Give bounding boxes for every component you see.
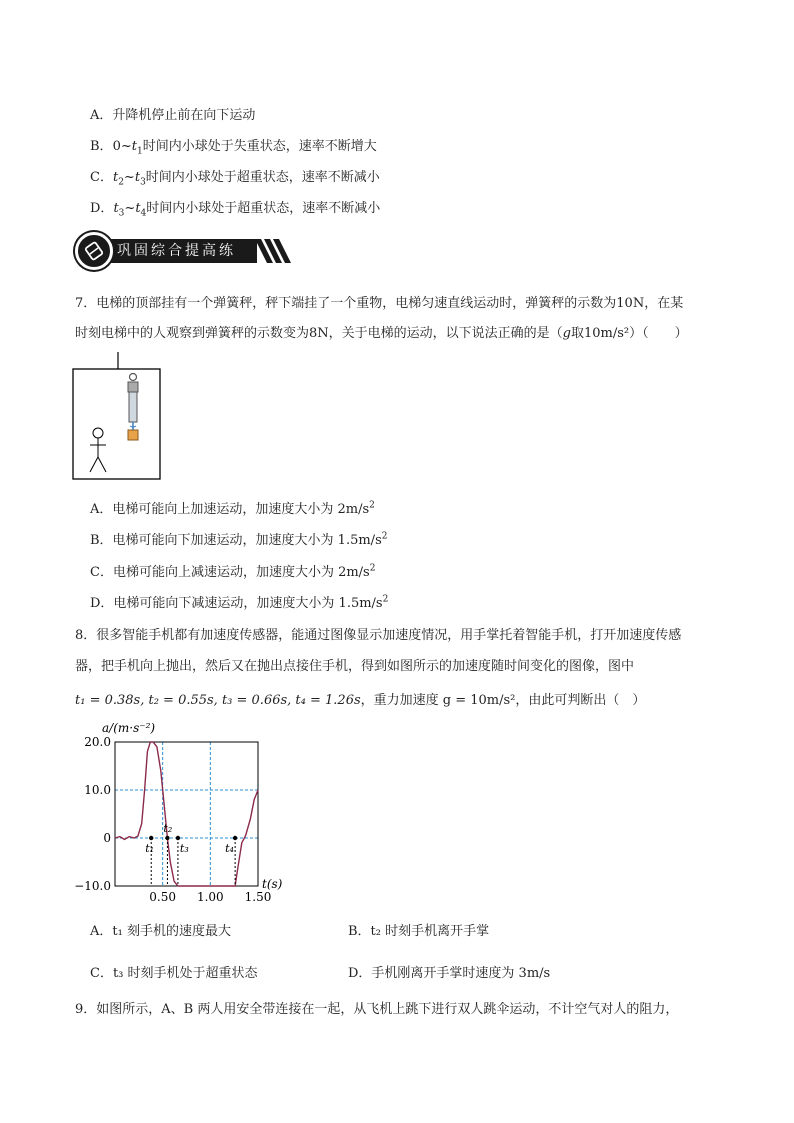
q7-line1: 7．电梯的顶部挂有一个弹簧秤，秤下端挂了一个重物，电梯匀速直线运动时，弹簧秤的示数为10N，在某 bbox=[75, 296, 684, 311]
marker-label: t₂ bbox=[163, 822, 173, 835]
option-prev-d: D．$t_3\sim t_4$时间内小球处于超重状态，速率不断减小 bbox=[90, 201, 381, 219]
series-line bbox=[115, 742, 258, 886]
x-axis-label: t(s) bbox=[262, 877, 283, 891]
marker-label: t₄ bbox=[225, 842, 234, 855]
y-tick-label: 10.0 bbox=[84, 783, 111, 797]
q8-option-b: B．t₂ 时刻手机离开手掌 bbox=[348, 924, 490, 939]
marker-dot bbox=[149, 836, 153, 840]
section-banner-title: 巩固综合提高练 bbox=[87, 239, 257, 263]
y-tick-label: 0 bbox=[103, 831, 111, 845]
q8-option-a: A．t₁ 刻手机的速度最大 bbox=[90, 924, 231, 939]
q7-option-d: D．电梯可能向下减速运动，加速度大小为 $1.5m/s^2$ bbox=[90, 594, 389, 611]
q7-option-b: B．电梯可能向下加速运动，加速度大小为 $1.5m/s^2$ bbox=[90, 531, 388, 548]
marker-label: t₃ bbox=[179, 842, 189, 855]
y-tick-label: 20.0 bbox=[84, 735, 111, 749]
option-prev-b: B．$0\sim t_1$时间内小球处于失重状态，速率不断增大 bbox=[90, 139, 377, 157]
q7-option-c: C．电梯可能向上减速运动，加速度大小为 $2m/s^2$ bbox=[90, 563, 376, 580]
marker-dot bbox=[165, 836, 169, 840]
section-banner bbox=[75, 232, 297, 270]
q8-option-c: C．t₃ 时刻手机处于超重状态 bbox=[90, 966, 258, 981]
q7-option-a: A．电梯可能向上加速运动，加速度大小为 $2m/s^2$ bbox=[90, 500, 375, 517]
plot-frame bbox=[115, 742, 258, 886]
y-tick-label: −10.0 bbox=[74, 879, 111, 893]
x-tick-label: 1.50 bbox=[244, 890, 272, 904]
x-tick-label: 0.50 bbox=[149, 890, 177, 904]
marker-dot bbox=[233, 836, 237, 840]
marker-dot bbox=[176, 836, 180, 840]
elevator-figure bbox=[72, 352, 162, 482]
option-prev-c: C．$t_2\sim t_3$时间内小球处于超重状态，速率不断减小 bbox=[90, 170, 380, 188]
x-tick-label: 1.00 bbox=[196, 890, 224, 904]
q8-line1: 8．很多智能手机都有加速度传感器，能通过图像显示加速度情况，用手掌托着智能手机，打开加速度传感 bbox=[75, 628, 682, 643]
q8-option-d: D．手机刚离开手掌时速度为 3m/s bbox=[348, 966, 551, 981]
marker-label: t₁ bbox=[145, 842, 155, 855]
option-prev-a: A．升降机停止前在向下运动 bbox=[90, 108, 256, 123]
q7-line2: 时刻电梯中的人观察到弹簧秤的示数变为8N，关于电梯的运动，以下说法正确的是（g取10m/s²）（ ） bbox=[75, 326, 688, 341]
q9-line1: 9．如图所示，A、B 两人用安全带连接在一起，从飞机上跳下进行双人跳伞运动，不计空气对人的阻力， bbox=[75, 1002, 679, 1017]
q8-line2: 器，把手机向上抛出，然后又在抛出点接住手机，得到如图所示的加速度随时间变化的图像，图中 bbox=[75, 659, 635, 674]
acceleration-chart bbox=[72, 716, 292, 911]
banner-stripes-icon bbox=[255, 239, 299, 263]
pencil-icon bbox=[84, 241, 104, 261]
y-axis-label: a/(m·s⁻²) bbox=[102, 721, 156, 735]
q8-line3: t₁ = 0.38s, t₂ = 0.55s, t₃ = 0.66s, t₄ = 1.26s，重力加速度 g = 10m/s²，由此可判断出（ ） bbox=[75, 693, 646, 708]
